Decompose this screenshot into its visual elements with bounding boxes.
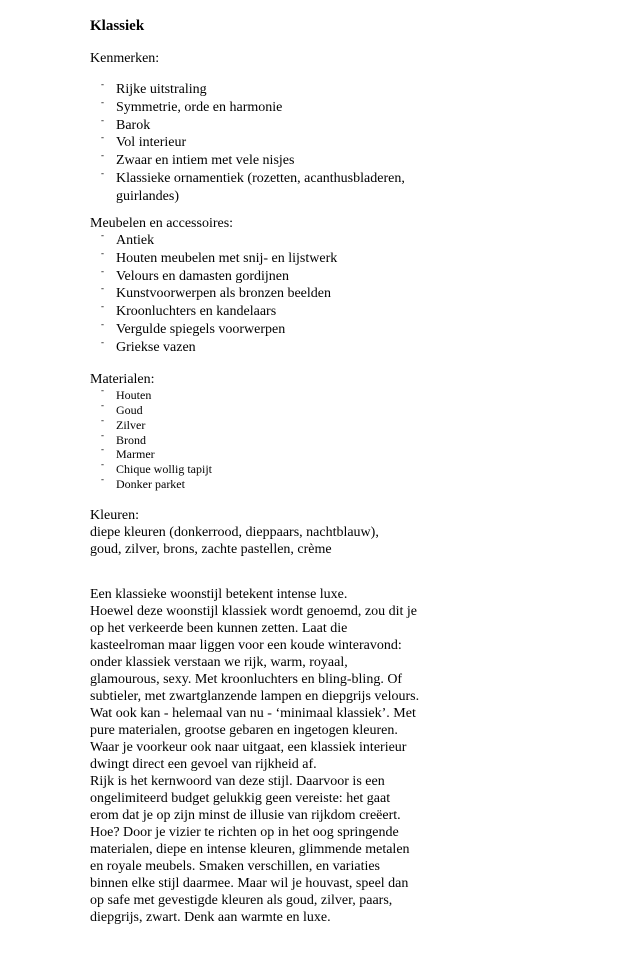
list-item: - Goud	[101, 399, 143, 417]
list-item: - Zwaar en intiem met vele nisjes	[101, 150, 295, 169]
body-text	[90, 586, 420, 926]
bullet-dash-icon: -	[101, 167, 104, 178]
list-item: - Klassieke ornamentiek (rozetten, acanthusbladeren, guirlandes)	[101, 167, 405, 204]
kleuren-line: goud, zilver, brons, zachte pastellen, crème	[90, 542, 332, 557]
bullet-dash-icon: -	[101, 385, 104, 395]
list-item: - Barok	[101, 114, 151, 133]
list-item: - Velours en damasten gordijnen	[101, 265, 290, 284]
body-paragraph: Een klassieke woonstijl betekent intense luxe.	[90, 587, 348, 602]
kleuren-heading: Kleuren:	[90, 508, 139, 523]
list-item: - Vergulde spiegels voorwerpen	[101, 318, 286, 337]
kenmerken-heading: Kenmerken:	[90, 51, 160, 66]
bullet-dash-icon: -	[101, 96, 104, 107]
materialen-heading: Materialen:	[90, 372, 155, 387]
list-item: - Griekse vazen	[101, 336, 196, 355]
bullet-dash-icon: -	[101, 79, 104, 89]
list-item: - Vol interieur	[101, 132, 187, 151]
list-item: - Marmer	[101, 444, 155, 462]
meubelen-heading: Meubelen en accessoires:	[90, 216, 234, 231]
page-title: Klassiek	[90, 18, 145, 34]
bullet-dash-icon: -	[101, 230, 104, 240]
list-item: - Houten meubelen met snij- en lijstwerk	[101, 247, 338, 266]
list-item: - Zilver	[101, 414, 146, 432]
list-item: - Chique wollig tapijt	[101, 459, 212, 477]
list-item: - Antiek	[101, 230, 155, 248]
body-paragraph: Rijk is het kernwoord van deze stijl. Daarvoor is een ongelimiteerd budget gelukkig geen vereiste: het gaat erom dat je op zijn minst de illusie van rijkdom creëert. Hoe? Door je vizier te richten op in het oog springende materialen, diepe en intense kleuren, glimmende metalen en royale meubels. Smaken verschillen, en variaties binnen elke stijl daarmee. Maar wil je houvast, speel dan op safe met gevestigde kleuren als goud, zilver, paars, diepgrijs, zwart. Denk aan warmte en luxe.	[90, 774, 410, 925]
meubelen-list	[100, 232, 416, 357]
list-item: - Kunstvoorwerpen als bronzen beelden	[101, 283, 331, 302]
bullet-dash-icon: -	[101, 459, 104, 470]
materialen-list	[100, 385, 416, 492]
list-item: - Brond	[101, 429, 146, 447]
bullet-dash-icon: -	[101, 444, 104, 455]
list-item: - Houten	[101, 385, 152, 402]
list-item: - Donker parket	[101, 474, 185, 492]
bullet-dash-icon: -	[101, 429, 104, 440]
bullet-dash-icon: -	[101, 265, 104, 276]
bullet-dash-icon: -	[101, 150, 104, 161]
list-item: - Symmetrie, orde en harmonie	[101, 96, 283, 115]
bullet-dash-icon: -	[101, 114, 104, 125]
bullet-dash-icon: -	[101, 247, 104, 258]
bullet-dash-icon: -	[101, 414, 104, 425]
list-item: - Kroonluchters en kandelaars	[101, 301, 277, 320]
bullet-dash-icon: -	[101, 318, 104, 329]
bullet-dash-icon: -	[101, 399, 104, 410]
bullet-dash-icon: -	[101, 474, 104, 485]
kleuren-line: diepe kleuren (donkerrood, dieppaars, nachtblauw),	[90, 525, 379, 540]
bullet-dash-icon: -	[101, 336, 104, 347]
bullet-dash-icon: -	[101, 283, 104, 294]
bullet-dash-icon: -	[101, 132, 104, 143]
list-item: - Rijke uitstraling	[101, 79, 207, 97]
bullet-dash-icon: -	[101, 301, 104, 312]
body-paragraph: Hoewel deze woonstijl klassiek wordt genoemd, zou dit je op het verkeerde been kunnen zetten. Laat die kasteelroman maar liggen voor een koude winteravond: onder klassiek verstaan we rijk, warm, royaal, glamourous, sexy. Met kroonluchters en bling-bling. Of subtieler, met zwartglanzende lampen en diepgrijs velours. Wat ook kan - helemaal van nu - ‘minimaal klassiek’. Met pure materialen, grootse gebaren en ingetogen kleuren. Waar je voorkeur ook naar uitgaat, een klassiek interieur dwingt direct een gevoel van rijkheid af.	[90, 604, 420, 772]
kenmerken-list	[100, 81, 416, 206]
